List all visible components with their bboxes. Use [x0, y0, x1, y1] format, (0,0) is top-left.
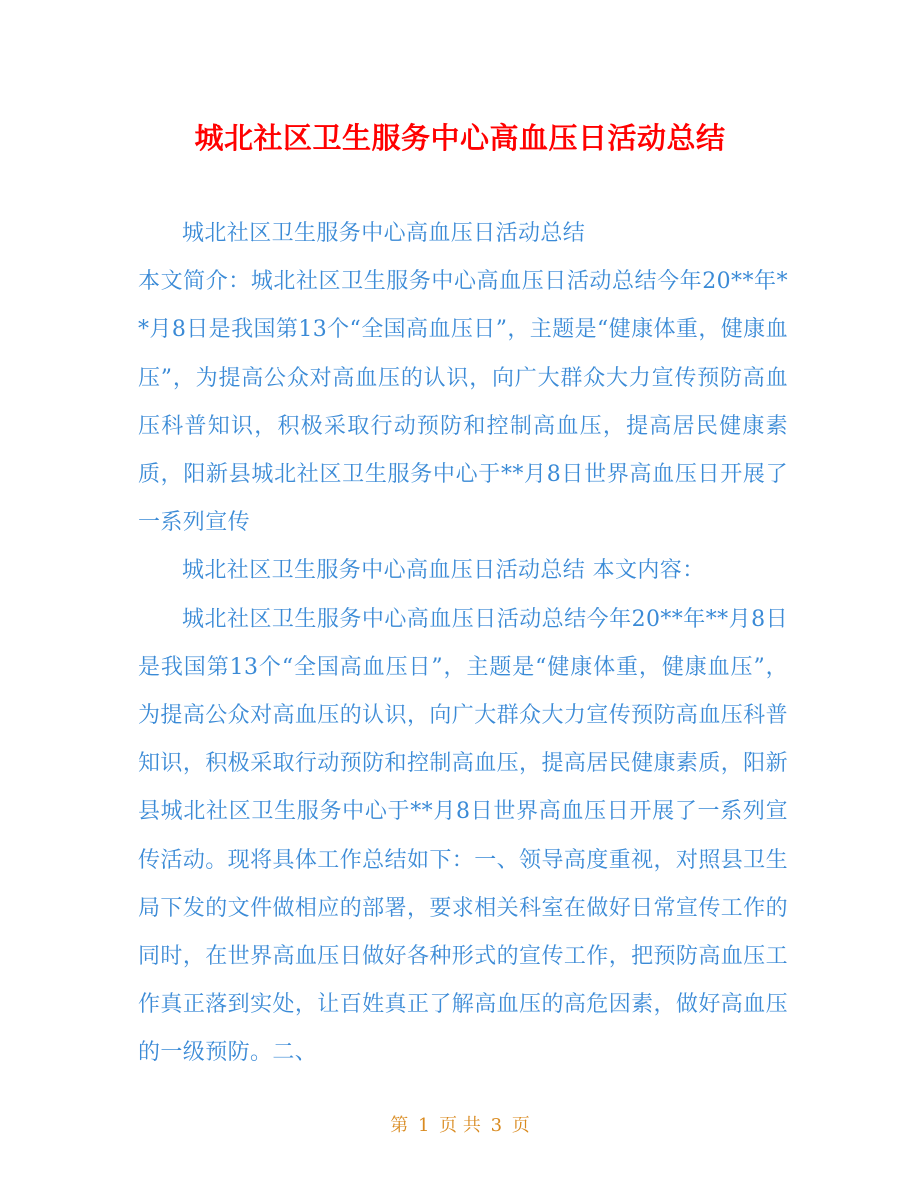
page-number-total: 3: [490, 1115, 503, 1136]
page-number-middle: 页 共: [439, 1115, 481, 1136]
paragraph-summary: 本文简介：城北社区卫生服务中心高血压日活动总结今年20**年**月8日是我国第13个“全国高血压日”，主题是“健康体重，健康血压”，为提高公众对高血压的认识，向广大群众大力宣传预防高血压科普知识，积极采取行动预防和控制高血压，提高居民健康素质，阳新县城北社区卫生服务中心于**月8日世界高血压日开展了一系列宣传: [138, 269, 788, 536]
paragraph-heading: 城北社区卫生服务中心高血压日活动总结: [182, 221, 586, 246]
paragraph-main: 城北社区卫生服务中心高血压日活动总结今年20**年**月8日是我国第13个“全国高血压日”，主题是“健康体重，健康血压”，为提高公众对高血压的认识，向广大群众大力宣传预防高血压科普知识，积极采取行动预防和控制高血压，提高居民健康素质，阳新县城北社区卫生服务中心于**月8日世界高血压日开展了一系列宣传活动。现将具体工作总结如下：一、领导高度重视，对照县卫生局下发的文件做相应的部署，要求相关科室在做好日常宣传工作的同时，在世界高血压日做好各种形式的宣传工作，把预防高血压工作真正落到实处，让百姓真正了解高血压的高危因素，做好高血压的一级预防。二、: [138, 606, 788, 1066]
page-number-suffix: 页: [511, 1115, 530, 1136]
document-title: 城北社区卫生服务中心高血压日活动总结: [194, 121, 726, 155]
page-number-current: 1: [417, 1115, 430, 1136]
page-number: [0, 1112, 920, 1140]
paragraph-content-label: 城北社区卫生服务中心高血压日活动总结 本文内容：: [182, 558, 705, 584]
page-number-prefix: 第: [390, 1115, 409, 1136]
document-body: [138, 210, 788, 1078]
